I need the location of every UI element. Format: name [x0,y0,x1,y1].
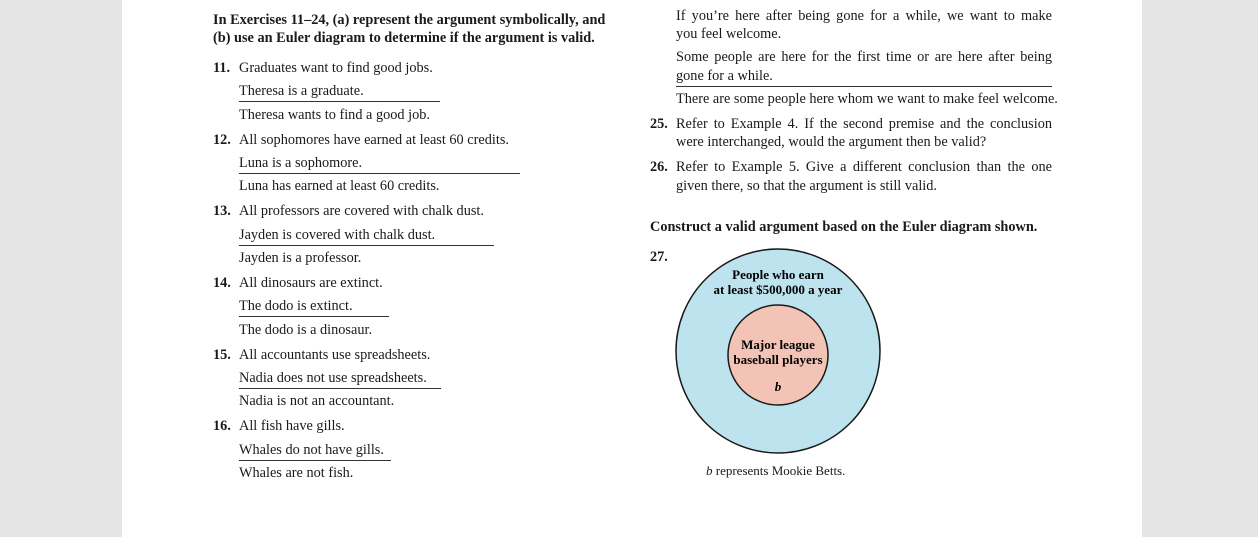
caption-text: represents Mookie Betts. [712,463,846,478]
conclusion: Luna has earned at least 60 credits. [239,178,440,194]
conclusion: Whales are not fish. [239,465,354,481]
premise-1: All accountants use spreadsheets. [239,347,431,363]
outer-set-label-line-1: People who earn [732,267,824,282]
conclusion: The dodo is a dinosaur. [239,322,373,338]
euler-diagram [672,245,884,461]
ex25-line-2: were interchanged, would the argument then be valid? [676,134,987,150]
premise-1: All professors are covered with chalk dust. [239,203,484,219]
ex24-premise-1-line-1: If you’re here after being gone for a while, we want to make [676,8,1052,24]
premise-2: Jayden is covered with chalk dust. [239,226,494,246]
premise-2: Luna is a sophomore. [239,154,520,174]
ex24-conclusion: There are some people here whom we want to make feel welcome. [676,91,1058,107]
ex26-line-1: Refer to Example 5. Give a different conclusion than the one [676,159,1052,175]
premise-2: Whales do not have gills. [239,441,391,461]
premise-1: Graduates want to find good jobs. [239,60,433,76]
caption-variable: b [706,463,713,478]
premise-2: The dodo is extinct. [239,297,389,317]
inner-set-label-line-1: Major league [741,337,815,352]
premise-2: Theresa is a graduate. [239,82,440,102]
exercise-number: 14. [213,275,231,291]
exercise-number: 12. [213,132,231,148]
exercise-number: 16. [213,418,231,434]
exercise-number: 27. [650,249,668,265]
exercise-number: 26. [650,159,668,175]
ex25-line-1: Refer to Example 4. If the second premise and the conclusion [676,116,1052,132]
conclusion: Jayden is a professor. [239,250,362,266]
section-heading: Construct a valid argument based on the Euler diagram shown. [650,219,1038,235]
instructions-line-2: (b) use an Euler diagram to determine if the argument is valid. [213,30,595,46]
ex26-line-2: given there, so that the argument is still valid. [676,178,938,194]
premise-1: All dinosaurs are extinct. [239,275,383,291]
point-b-label: b [774,379,782,394]
ex24-premise-1-line-2: you feel welcome. [676,26,782,42]
ex24-premise-2-line-2: gone for a while. [676,68,773,84]
diagram-caption [706,463,845,479]
instructions-line-1: In Exercises 11–24, (a) represent the argument symbolically, and [213,12,606,28]
premise-1: All fish have gills. [239,418,345,434]
inner-set-label-line-2: baseball players [733,352,823,367]
conclusion: Theresa wants to find a good job. [239,107,430,123]
exercise-number: 25. [650,116,668,132]
exercise-number: 11. [213,60,231,76]
premise-2: Nadia does not use spreadsheets. [239,369,441,389]
ex24-divider [676,86,1052,87]
exercise-number: 13. [213,203,231,219]
ex24-premise-2-line-1: Some people are here for the first time or are here after being [676,49,1052,65]
outer-set-label-line-2: at least $500,000 a year [713,282,843,297]
premise-1: All sophomores have earned at least 60 credits. [239,132,509,148]
conclusion: Nadia is not an accountant. [239,393,395,409]
exercise-number: 15. [213,347,231,363]
